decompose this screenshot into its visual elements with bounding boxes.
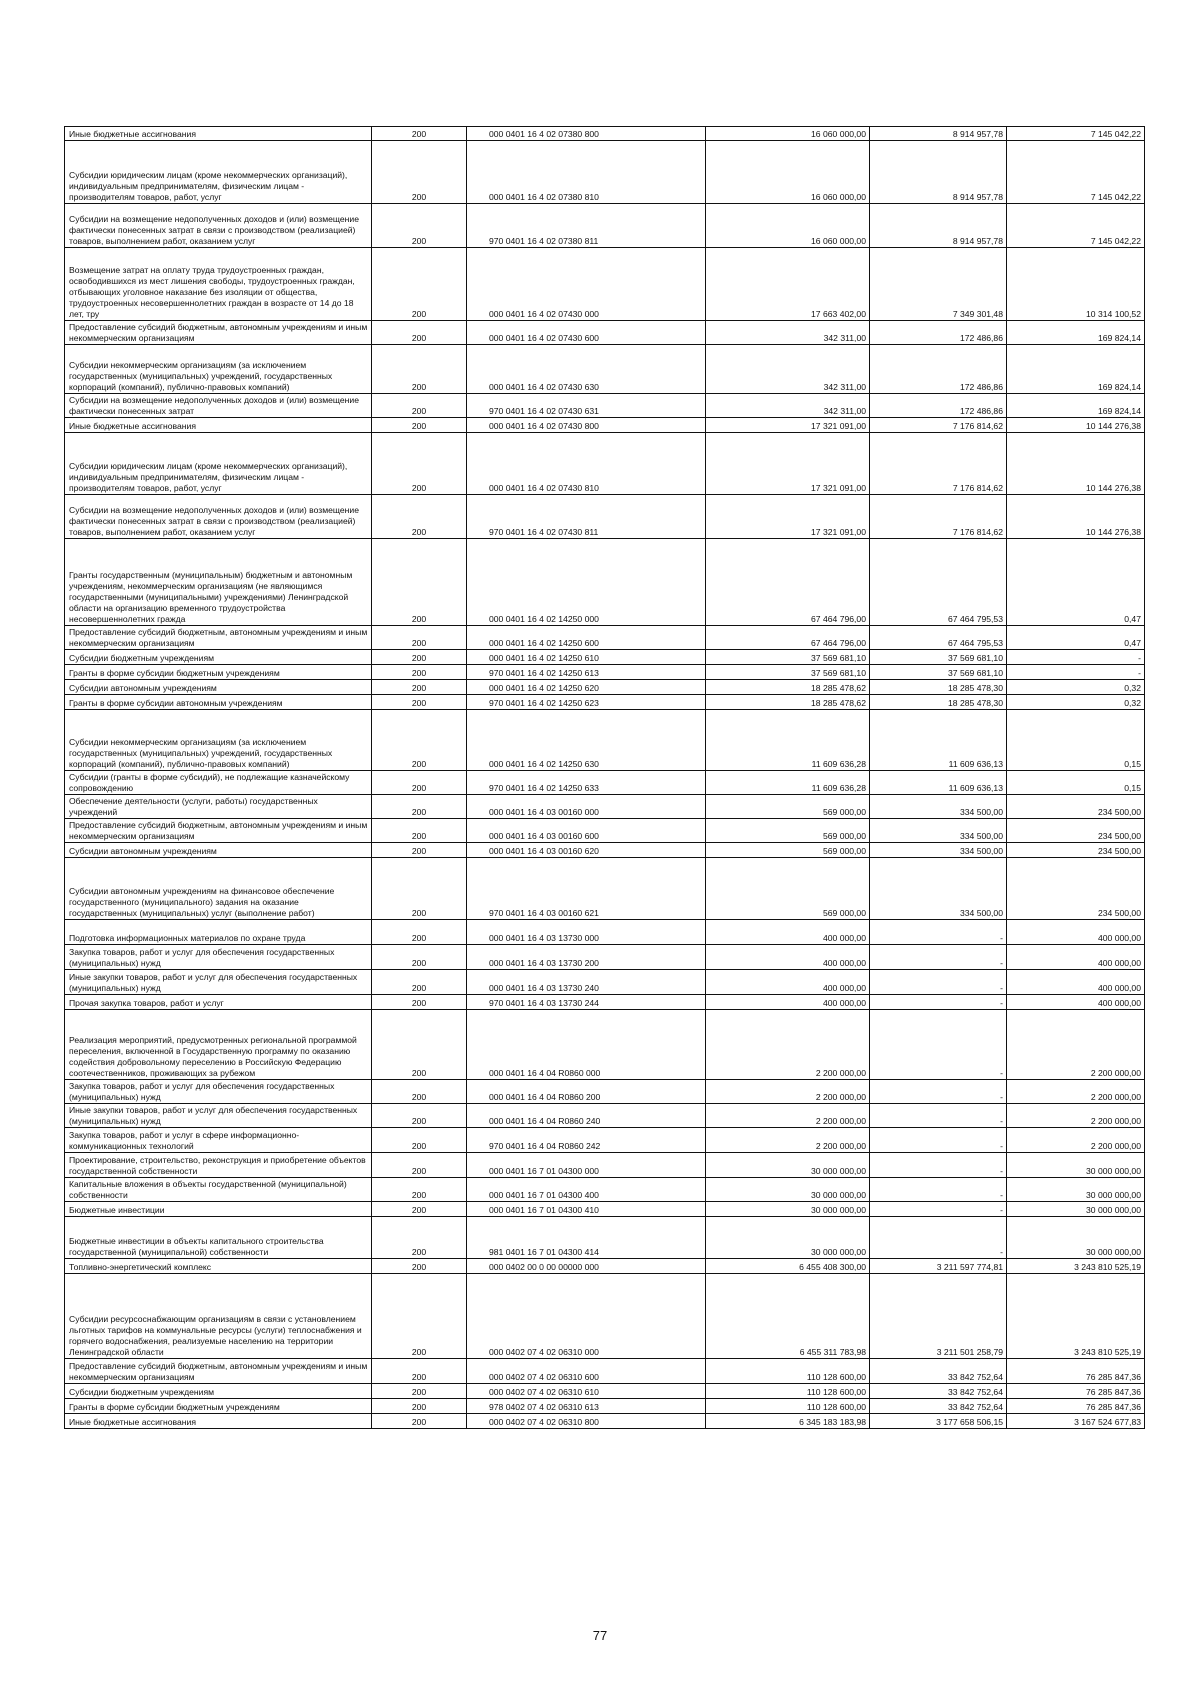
row-executed-amount-cell: 67 464 795,53	[870, 626, 1007, 650]
row-executed-amount-cell: 8 914 957,78	[870, 204, 1007, 248]
row-line-code-cell: 200	[372, 1259, 467, 1274]
row-budget-code-cell: 970 0401 16 4 02 14250 613	[467, 665, 706, 680]
row-approved-amount-cell: 11 609 636,28	[706, 710, 870, 771]
table-row	[65, 248, 1145, 321]
table-row	[65, 1274, 1145, 1359]
table-row	[65, 1153, 1145, 1178]
row-unexecuted-amount-cell: 76 285 847,36	[1007, 1384, 1145, 1399]
row-unexecuted-amount-cell: 234 500,00	[1007, 819, 1145, 843]
row-approved-amount-cell: 67 464 796,00	[706, 539, 870, 626]
row-approved-amount-cell: 2 200 000,00	[706, 1080, 870, 1104]
table-row	[65, 321, 1145, 345]
row-executed-amount-cell: 334 500,00	[870, 843, 1007, 858]
row-executed-amount-cell: -	[870, 920, 1007, 945]
row-unexecuted-amount-cell: 3 243 810 525,19	[1007, 1274, 1145, 1359]
row-line-code-cell: 200	[372, 248, 467, 321]
row-approved-amount-cell: 342 311,00	[706, 394, 870, 418]
row-budget-code-cell: 000 0401 16 4 02 07430 000	[467, 248, 706, 321]
row-unexecuted-amount-cell: 400 000,00	[1007, 920, 1145, 945]
row-name-cell: Закупка товаров, работ и услуг для обеспечения государственных (муниципальных) нужд	[65, 945, 372, 970]
row-approved-amount-cell: 569 000,00	[706, 819, 870, 843]
row-executed-amount-cell: -	[870, 1010, 1007, 1080]
row-unexecuted-amount-cell: 400 000,00	[1007, 970, 1145, 995]
row-name-cell: Закупка товаров, работ и услуг в сфере информационно-коммуникационных технологий	[65, 1128, 372, 1153]
row-unexecuted-amount-cell: 0,47	[1007, 539, 1145, 626]
row-name-cell: Возмещение затрат на оплату труда трудоустроенных граждан, освободившихся из мест лишения свободы, трудоустроенных граждан, отбывающих уголовное наказание без изоляции от общества, трудоустроенных несовершеннолетних граждан в возрасте от 14 до 18 лет, тру	[65, 248, 372, 321]
row-name-cell: Гранты в форме субсидии бюджетным учреждениям	[65, 1399, 372, 1414]
row-executed-amount-cell: 8 914 957,78	[870, 127, 1007, 141]
table-row	[65, 665, 1145, 680]
row-approved-amount-cell: 17 663 402,00	[706, 248, 870, 321]
row-unexecuted-amount-cell: 2 200 000,00	[1007, 1010, 1145, 1080]
table-row	[65, 539, 1145, 626]
table-row	[65, 204, 1145, 248]
row-name-cell: Предоставление субсидий бюджетным, автономным учреждениям и иным некоммерческим организациям	[65, 321, 372, 345]
row-name-cell: Субсидии юридическим лицам (кроме некоммерческих организаций), индивидуальным предпринимателям, физическим лицам - производителям товаров, работ, услуг	[65, 433, 372, 495]
table-row	[65, 819, 1145, 843]
row-unexecuted-amount-cell: 234 500,00	[1007, 858, 1145, 920]
row-approved-amount-cell: 16 060 000,00	[706, 141, 870, 204]
row-approved-amount-cell: 569 000,00	[706, 858, 870, 920]
row-approved-amount-cell: 18 285 478,62	[706, 680, 870, 695]
row-budget-code-cell: 000 0401 16 4 03 13730 240	[467, 970, 706, 995]
row-line-code-cell: 200	[372, 1202, 467, 1217]
row-unexecuted-amount-cell: 2 200 000,00	[1007, 1128, 1145, 1153]
row-unexecuted-amount-cell: 169 824,14	[1007, 321, 1145, 345]
row-budget-code-cell: 000 0402 07 4 02 06310 610	[467, 1384, 706, 1399]
row-unexecuted-amount-cell: 3 243 810 525,19	[1007, 1259, 1145, 1274]
row-name-cell: Иные закупки товаров, работ и услуг для обеспечения государственных (муниципальных) нужд	[65, 970, 372, 995]
row-unexecuted-amount-cell: 169 824,14	[1007, 345, 1145, 394]
row-name-cell: Гранты государственным (муниципальным) бюджетным и автономным учреждениям, некоммерческим организациям (не являющимся государственными (муниципальными) учреждениями) Ленинградской области на организацию временного трудоустройства несовершеннолетних гражда	[65, 539, 372, 626]
table-row	[65, 970, 1145, 995]
row-executed-amount-cell: 33 842 752,64	[870, 1359, 1007, 1384]
row-executed-amount-cell: 18 285 478,30	[870, 695, 1007, 710]
row-line-code-cell: 200	[372, 1217, 467, 1259]
row-unexecuted-amount-cell: 7 145 042,22	[1007, 127, 1145, 141]
row-name-cell: Субсидии бюджетным учреждениям	[65, 1384, 372, 1399]
row-name-cell: Предоставление субсидий бюджетным, автономным учреждениям и иным некоммерческим организациям	[65, 819, 372, 843]
row-line-code-cell: 200	[372, 1414, 467, 1429]
row-name-cell: Проектирование, строительство, реконструкция и приобретение объектов государственной собственности	[65, 1153, 372, 1178]
row-executed-amount-cell: -	[870, 1178, 1007, 1202]
row-executed-amount-cell: -	[870, 1202, 1007, 1217]
row-name-cell: Субсидии ресурсоснабжающим организациям в связи с установлением льготных тарифов на коммунальные ресурсы (услуги) теплоснабжения и горячего водоснабжения, реализуемые населению на территории Ленинградской области	[65, 1274, 372, 1359]
row-line-code-cell: 200	[372, 1104, 467, 1128]
row-line-code-cell: 200	[372, 204, 467, 248]
row-executed-amount-cell: 7 176 814,62	[870, 418, 1007, 433]
row-name-cell: Бюджетные инвестиции в объекты капитального строительства государственной (муниципальной) собственности	[65, 1217, 372, 1259]
row-executed-amount-cell: 3 211 501 258,79	[870, 1274, 1007, 1359]
row-unexecuted-amount-cell: 234 500,00	[1007, 795, 1145, 819]
row-executed-amount-cell: 334 500,00	[870, 795, 1007, 819]
row-name-cell: Субсидии автономным учреждениям	[65, 680, 372, 695]
row-approved-amount-cell: 110 128 600,00	[706, 1384, 870, 1399]
row-budget-code-cell: 978 0402 07 4 02 06310 613	[467, 1399, 706, 1414]
row-budget-code-cell: 000 0401 16 4 03 13730 000	[467, 920, 706, 945]
row-line-code-cell: 200	[372, 1384, 467, 1399]
row-executed-amount-cell: 8 914 957,78	[870, 141, 1007, 204]
row-line-code-cell: 200	[372, 1153, 467, 1178]
row-name-cell: Обеспечение деятельности (услуги, работы) государственных учреждений	[65, 795, 372, 819]
row-budget-code-cell: 000 0401 16 4 02 14250 000	[467, 539, 706, 626]
row-budget-code-cell: 000 0401 16 4 02 07380 810	[467, 141, 706, 204]
row-executed-amount-cell: 37 569 681,10	[870, 650, 1007, 665]
row-line-code-cell: 200	[372, 795, 467, 819]
table-row	[65, 1384, 1145, 1399]
table-row	[65, 680, 1145, 695]
row-name-cell: Иные бюджетные ассигнования	[65, 1414, 372, 1429]
table-body	[65, 127, 1145, 1429]
row-name-cell: Субсидии бюджетным учреждениям	[65, 650, 372, 665]
table-row	[65, 127, 1145, 141]
row-name-cell: Субсидии на возмещение недополученных доходов и (или) возмещение фактически понесенных затрат	[65, 394, 372, 418]
row-name-cell: Иные закупки товаров, работ и услуг для обеспечения государственных (муниципальных) нужд	[65, 1104, 372, 1128]
row-unexecuted-amount-cell: 2 200 000,00	[1007, 1104, 1145, 1128]
row-approved-amount-cell: 30 000 000,00	[706, 1153, 870, 1178]
row-name-cell: Субсидии автономным учреждениям	[65, 843, 372, 858]
row-approved-amount-cell: 30 000 000,00	[706, 1202, 870, 1217]
row-approved-amount-cell: 400 000,00	[706, 970, 870, 995]
table-row	[65, 710, 1145, 771]
row-executed-amount-cell: 334 500,00	[870, 858, 1007, 920]
row-name-cell: Субсидии автономным учреждениям на финансовое обеспечение государственного (муниципального) задания на оказание государственных (муниципальных) услуг (выполнение работ)	[65, 858, 372, 920]
row-name-cell: Субсидии на возмещение недополученных доходов и (или) возмещение фактически понесенных затрат в связи с производством (реализацией) товаров, выполнением работ, оказанием услуг	[65, 204, 372, 248]
row-approved-amount-cell: 16 060 000,00	[706, 204, 870, 248]
row-name-cell: Субсидии юридическим лицам (кроме некоммерческих организаций), индивидуальным предпринимателям, физическим лицам - производителям товаров, работ, услуг	[65, 141, 372, 204]
row-approved-amount-cell: 6 455 311 783,98	[706, 1274, 870, 1359]
row-line-code-cell: 200	[372, 665, 467, 680]
table-row	[65, 1080, 1145, 1104]
row-executed-amount-cell: 7 176 814,62	[870, 433, 1007, 495]
row-name-cell: Бюджетные инвестиции	[65, 1202, 372, 1217]
row-executed-amount-cell: -	[870, 1080, 1007, 1104]
row-unexecuted-amount-cell: 0,47	[1007, 626, 1145, 650]
row-line-code-cell: 200	[372, 970, 467, 995]
row-approved-amount-cell: 342 311,00	[706, 321, 870, 345]
row-unexecuted-amount-cell: 30 000 000,00	[1007, 1153, 1145, 1178]
row-unexecuted-amount-cell: 30 000 000,00	[1007, 1202, 1145, 1217]
row-budget-code-cell: 000 0401 16 4 03 00160 600	[467, 819, 706, 843]
row-line-code-cell: 200	[372, 394, 467, 418]
row-name-cell: Подготовка информационных материалов по охране труда	[65, 920, 372, 945]
row-unexecuted-amount-cell: -	[1007, 650, 1145, 665]
row-approved-amount-cell: 400 000,00	[706, 945, 870, 970]
row-budget-code-cell: 970 0401 16 4 02 07380 811	[467, 204, 706, 248]
row-name-cell: Предоставление субсидий бюджетным, автономным учреждениям и иным некоммерческим организациям	[65, 626, 372, 650]
row-budget-code-cell: 000 0401 16 4 04 R0860 200	[467, 1080, 706, 1104]
row-executed-amount-cell: 11 609 636,13	[870, 771, 1007, 795]
row-name-cell: Субсидии некоммерческим организациям (за исключением государственных (муниципальных) учреждений, государственных корпораций (компаний), публично-правовых компаний)	[65, 710, 372, 771]
row-approved-amount-cell: 342 311,00	[706, 345, 870, 394]
row-unexecuted-amount-cell: 400 000,00	[1007, 995, 1145, 1010]
row-budget-code-cell: 970 0401 16 4 04 R0860 242	[467, 1128, 706, 1153]
row-unexecuted-amount-cell: 7 145 042,22	[1007, 141, 1145, 204]
row-name-cell: Субсидии (гранты в форме субсидий), не подлежащие казначейскому сопровождению	[65, 771, 372, 795]
row-line-code-cell: 200	[372, 1010, 467, 1080]
row-budget-code-cell: 000 0401 16 4 02 07430 600	[467, 321, 706, 345]
row-name-cell: Иные бюджетные ассигнования	[65, 418, 372, 433]
row-budget-code-cell: 970 0401 16 4 02 07430 811	[467, 495, 706, 539]
row-budget-code-cell: 000 0401 16 4 03 13730 200	[467, 945, 706, 970]
row-budget-code-cell: 000 0401 16 7 01 04300 410	[467, 1202, 706, 1217]
row-line-code-cell: 200	[372, 1178, 467, 1202]
table-row	[65, 1178, 1145, 1202]
row-unexecuted-amount-cell: 0,15	[1007, 710, 1145, 771]
row-approved-amount-cell: 17 321 091,00	[706, 418, 870, 433]
row-approved-amount-cell: 37 569 681,10	[706, 665, 870, 680]
table-row	[65, 626, 1145, 650]
row-line-code-cell: 200	[372, 495, 467, 539]
row-line-code-cell: 200	[372, 418, 467, 433]
row-unexecuted-amount-cell: 10 144 276,38	[1007, 433, 1145, 495]
row-unexecuted-amount-cell: 7 145 042,22	[1007, 204, 1145, 248]
row-budget-code-cell: 000 0401 16 4 02 07380 800	[467, 127, 706, 141]
row-line-code-cell: 200	[372, 819, 467, 843]
row-executed-amount-cell: 18 285 478,30	[870, 680, 1007, 695]
row-line-code-cell: 200	[372, 539, 467, 626]
row-budget-code-cell: 000 0401 16 4 02 14250 630	[467, 710, 706, 771]
row-line-code-cell: 200	[372, 771, 467, 795]
row-budget-code-cell: 000 0402 00 0 00 00000 000	[467, 1259, 706, 1274]
row-budget-code-cell: 000 0402 07 4 02 06310 000	[467, 1274, 706, 1359]
table-row	[65, 1217, 1145, 1259]
row-name-cell: Топливно-энергетический комплекс	[65, 1259, 372, 1274]
row-line-code-cell: 200	[372, 345, 467, 394]
row-budget-code-cell: 000 0401 16 4 02 14250 610	[467, 650, 706, 665]
row-approved-amount-cell: 400 000,00	[706, 995, 870, 1010]
row-unexecuted-amount-cell: 400 000,00	[1007, 945, 1145, 970]
row-line-code-cell: 200	[372, 650, 467, 665]
row-unexecuted-amount-cell: -	[1007, 665, 1145, 680]
row-line-code-cell: 200	[372, 945, 467, 970]
table-row	[65, 995, 1145, 1010]
table-row	[65, 1104, 1145, 1128]
row-unexecuted-amount-cell: 10 144 276,38	[1007, 495, 1145, 539]
row-unexecuted-amount-cell: 76 285 847,36	[1007, 1399, 1145, 1414]
table-row	[65, 771, 1145, 795]
row-budget-code-cell: 970 0401 16 4 03 00160 621	[467, 858, 706, 920]
row-unexecuted-amount-cell: 0,15	[1007, 771, 1145, 795]
row-unexecuted-amount-cell: 30 000 000,00	[1007, 1217, 1145, 1259]
row-line-code-cell: 200	[372, 858, 467, 920]
table-row	[65, 695, 1145, 710]
row-executed-amount-cell: -	[870, 970, 1007, 995]
table-row	[65, 495, 1145, 539]
row-unexecuted-amount-cell: 3 167 524 677,83	[1007, 1414, 1145, 1429]
row-name-cell: Гранты в форме субсидии бюджетным учреждениям	[65, 665, 372, 680]
row-executed-amount-cell: -	[870, 995, 1007, 1010]
row-executed-amount-cell: -	[870, 1153, 1007, 1178]
row-name-cell: Предоставление субсидий бюджетным, автономным учреждениям и иным некоммерческим организациям	[65, 1359, 372, 1384]
row-budget-code-cell: 000 0401 16 4 02 07430 810	[467, 433, 706, 495]
row-unexecuted-amount-cell: 0,32	[1007, 695, 1145, 710]
table-row	[65, 345, 1145, 394]
row-budget-code-cell: 970 0401 16 4 03 13730 244	[467, 995, 706, 1010]
row-name-cell: Реализация мероприятий, предусмотренных региональной программой переселения, включенной в Государственную программу по оказанию содействия добровольному переселению в Российскую Федерацию соотечественников, проживающих за рубежом	[65, 1010, 372, 1080]
row-executed-amount-cell: -	[870, 1104, 1007, 1128]
row-approved-amount-cell: 2 200 000,00	[706, 1104, 870, 1128]
row-unexecuted-amount-cell: 10 144 276,38	[1007, 418, 1145, 433]
row-line-code-cell: 200	[372, 626, 467, 650]
row-unexecuted-amount-cell: 2 200 000,00	[1007, 1080, 1145, 1104]
row-unexecuted-amount-cell: 234 500,00	[1007, 843, 1145, 858]
row-unexecuted-amount-cell: 0,32	[1007, 680, 1145, 695]
row-executed-amount-cell: 172 486,86	[870, 394, 1007, 418]
row-unexecuted-amount-cell: 30 000 000,00	[1007, 1178, 1145, 1202]
row-approved-amount-cell: 18 285 478,62	[706, 695, 870, 710]
table-row	[65, 1414, 1145, 1429]
table-row	[65, 1010, 1145, 1080]
table-row	[65, 650, 1145, 665]
row-budget-code-cell: 000 0401 16 4 03 00160 000	[467, 795, 706, 819]
row-unexecuted-amount-cell: 10 314 100,52	[1007, 248, 1145, 321]
row-approved-amount-cell: 17 321 091,00	[706, 433, 870, 495]
row-line-code-cell: 200	[372, 1274, 467, 1359]
row-name-cell: Иные бюджетные ассигнования	[65, 127, 372, 141]
row-approved-amount-cell: 569 000,00	[706, 795, 870, 819]
row-line-code-cell: 200	[372, 141, 467, 204]
row-executed-amount-cell: 334 500,00	[870, 819, 1007, 843]
table-row	[65, 1202, 1145, 1217]
row-approved-amount-cell: 2 200 000,00	[706, 1010, 870, 1080]
table-row	[65, 843, 1145, 858]
row-budget-code-cell: 000 0401 16 7 01 04300 400	[467, 1178, 706, 1202]
row-budget-code-cell: 000 0401 16 7 01 04300 000	[467, 1153, 706, 1178]
table-row	[65, 418, 1145, 433]
row-approved-amount-cell: 6 345 183 183,98	[706, 1414, 870, 1429]
row-executed-amount-cell: -	[870, 945, 1007, 970]
row-executed-amount-cell: 172 486,86	[870, 345, 1007, 394]
table-row	[65, 920, 1145, 945]
row-line-code-cell: 200	[372, 843, 467, 858]
row-budget-code-cell: 000 0401 16 4 02 07430 630	[467, 345, 706, 394]
table-row	[65, 945, 1145, 970]
table-row	[65, 1359, 1145, 1384]
row-line-code-cell: 200	[372, 1359, 467, 1384]
row-line-code-cell: 200	[372, 995, 467, 1010]
row-approved-amount-cell: 16 060 000,00	[706, 127, 870, 141]
row-name-cell: Прочая закупка товаров, работ и услуг	[65, 995, 372, 1010]
row-budget-code-cell: 000 0401 16 4 02 07430 800	[467, 418, 706, 433]
page-number: 77	[592, 1628, 608, 1643]
row-line-code-cell: 200	[372, 1399, 467, 1414]
row-executed-amount-cell: -	[870, 1217, 1007, 1259]
table-row	[65, 795, 1145, 819]
row-budget-code-cell: 000 0401 16 4 04 R0860 000	[467, 1010, 706, 1080]
row-budget-code-cell: 000 0402 07 4 02 06310 600	[467, 1359, 706, 1384]
row-executed-amount-cell: -	[870, 1128, 1007, 1153]
row-name-cell: Закупка товаров, работ и услуг для обеспечения государственных (муниципальных) нужд	[65, 1080, 372, 1104]
row-approved-amount-cell: 110 128 600,00	[706, 1359, 870, 1384]
row-executed-amount-cell: 37 569 681,10	[870, 665, 1007, 680]
row-executed-amount-cell: 7 176 814,62	[870, 495, 1007, 539]
row-line-code-cell: 200	[372, 321, 467, 345]
row-line-code-cell: 200	[372, 695, 467, 710]
row-line-code-cell: 200	[372, 127, 467, 141]
row-budget-code-cell: 000 0401 16 4 04 R0860 240	[467, 1104, 706, 1128]
row-approved-amount-cell: 67 464 796,00	[706, 626, 870, 650]
table-row	[65, 394, 1145, 418]
row-budget-code-cell: 970 0401 16 4 02 07430 631	[467, 394, 706, 418]
row-executed-amount-cell: 7 349 301,48	[870, 248, 1007, 321]
row-executed-amount-cell: 67 464 795,53	[870, 539, 1007, 626]
row-line-code-cell: 200	[372, 1128, 467, 1153]
row-budget-code-cell: 000 0402 07 4 02 06310 800	[467, 1414, 706, 1429]
row-approved-amount-cell: 400 000,00	[706, 920, 870, 945]
row-budget-code-cell: 970 0401 16 4 02 14250 623	[467, 695, 706, 710]
row-line-code-cell: 200	[372, 710, 467, 771]
table-row	[65, 433, 1145, 495]
table-row	[65, 1259, 1145, 1274]
row-approved-amount-cell: 11 609 636,28	[706, 771, 870, 795]
row-approved-amount-cell: 2 200 000,00	[706, 1128, 870, 1153]
row-name-cell: Капитальные вложения в объекты государственной (муниципальной) собственности	[65, 1178, 372, 1202]
table-row	[65, 858, 1145, 920]
row-name-cell: Субсидии на возмещение недополученных доходов и (или) возмещение фактически понесенных затрат в связи с производством (реализацией) товаров, выполнением работ, оказанием услуг	[65, 495, 372, 539]
row-executed-amount-cell: 3 211 597 774,81	[870, 1259, 1007, 1274]
row-unexecuted-amount-cell: 169 824,14	[1007, 394, 1145, 418]
row-approved-amount-cell: 30 000 000,00	[706, 1217, 870, 1259]
row-budget-code-cell: 000 0401 16 4 03 00160 620	[467, 843, 706, 858]
row-unexecuted-amount-cell: 76 285 847,36	[1007, 1359, 1145, 1384]
row-approved-amount-cell: 6 455 408 300,00	[706, 1259, 870, 1274]
row-executed-amount-cell: 172 486,86	[870, 321, 1007, 345]
row-approved-amount-cell: 110 128 600,00	[706, 1399, 870, 1414]
row-executed-amount-cell: 33 842 752,64	[870, 1384, 1007, 1399]
table-row	[65, 1399, 1145, 1414]
table-row	[65, 141, 1145, 204]
row-executed-amount-cell: 33 842 752,64	[870, 1399, 1007, 1414]
row-line-code-cell: 200	[372, 920, 467, 945]
row-approved-amount-cell: 569 000,00	[706, 843, 870, 858]
row-approved-amount-cell: 17 321 091,00	[706, 495, 870, 539]
row-approved-amount-cell: 37 569 681,10	[706, 650, 870, 665]
row-executed-amount-cell: 3 177 658 506,15	[870, 1414, 1007, 1429]
row-budget-code-cell: 981 0401 16 7 01 04300 414	[467, 1217, 706, 1259]
row-line-code-cell: 200	[372, 433, 467, 495]
row-line-code-cell: 200	[372, 1080, 467, 1104]
row-approved-amount-cell: 30 000 000,00	[706, 1178, 870, 1202]
row-name-cell: Гранты в форме субсидии автономным учреждениям	[65, 695, 372, 710]
row-budget-code-cell: 970 0401 16 4 02 14250 633	[467, 771, 706, 795]
budget-execution-table	[64, 126, 1145, 1429]
row-name-cell: Субсидии некоммерческим организациям (за исключением государственных (муниципальных) учреждений, государственных корпораций (компаний), публично-правовых компаний)	[65, 345, 372, 394]
row-executed-amount-cell: 11 609 636,13	[870, 710, 1007, 771]
row-budget-code-cell: 000 0401 16 4 02 14250 600	[467, 626, 706, 650]
table-row	[65, 1128, 1145, 1153]
row-line-code-cell: 200	[372, 680, 467, 695]
row-budget-code-cell: 000 0401 16 4 02 14250 620	[467, 680, 706, 695]
